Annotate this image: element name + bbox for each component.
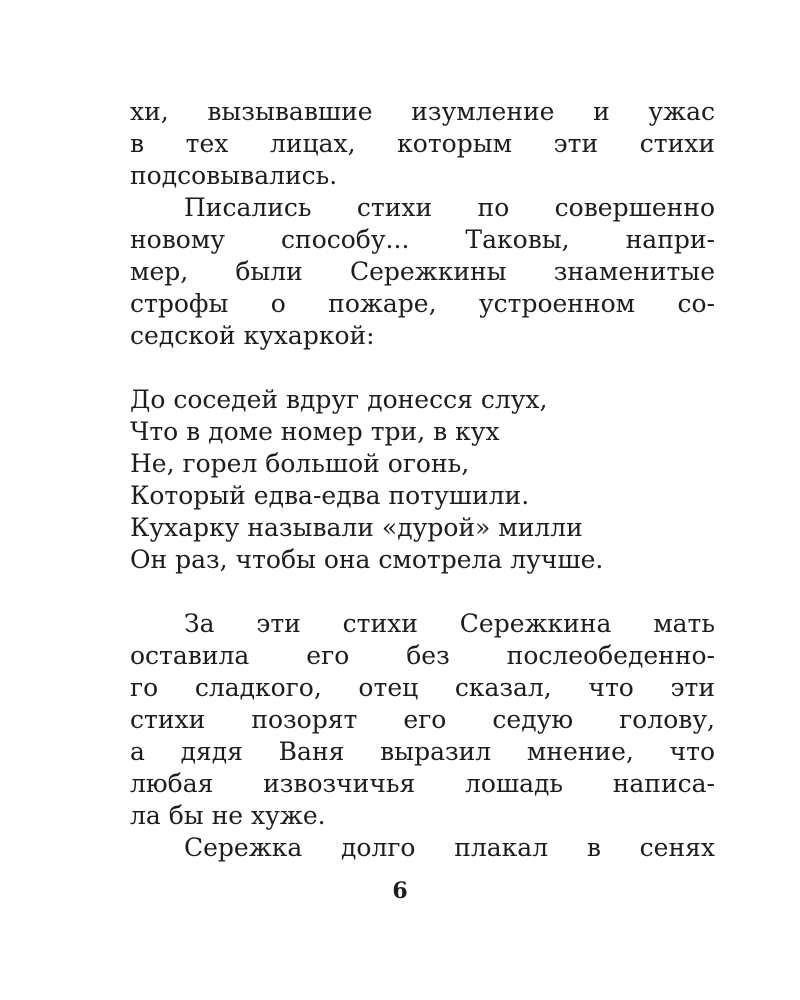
text-line: седской кухаркой: — [130, 321, 375, 350]
text-line: За эти стихи Сережкина мать — [184, 609, 715, 638]
text-line: стихи позорят его седую голову, — [130, 705, 715, 734]
text-line: Писались стихи по совершенно — [184, 193, 715, 222]
text-line: ла бы не хуже. — [130, 801, 326, 830]
verse-line: До соседей вдруг донесся слух, — [130, 385, 548, 414]
text-line: мер, были Сережкины знаменитые — [130, 257, 715, 286]
verse-line: Кухарку называли «дурой» милли — [130, 513, 583, 542]
text-line: го сладкого, отец сказал, что эти — [130, 673, 715, 702]
verse-line: Что в доме номер три, в кух — [130, 417, 500, 446]
text-line: оставила его без послеобеденно- — [130, 641, 715, 670]
text-line: хи, вызывавшие изумление и ужас — [130, 97, 715, 126]
verse-line: Не, горел большой огонь, — [130, 449, 470, 478]
text-line: Сережка долго плакал в сенях — [184, 833, 715, 862]
book-page-text — [130, 96, 715, 864]
paragraph-reaction — [130, 608, 715, 832]
text-line: строфы о пожаре, устроенном со- — [130, 289, 715, 318]
text-line: а дядя Ваня выразил мнение, что — [130, 737, 715, 766]
paragraph-crying — [130, 832, 715, 864]
paragraph-continuation — [130, 96, 715, 192]
text-line: новому способу... Таковы, напри- — [130, 225, 715, 254]
poem-verse — [130, 384, 715, 576]
verse-line: Он раз, чтобы она смотрела лучше. — [130, 545, 604, 574]
text-line: в тех лицах, которым эти стихи — [130, 129, 715, 158]
paragraph-method — [130, 192, 715, 352]
text-line: подсовывались. — [130, 161, 338, 190]
text-line: любая извозчичья лошадь написа- — [130, 769, 715, 798]
page-number: 6 — [392, 878, 408, 904]
verse-line: Который едва-едва потушили. — [130, 481, 530, 510]
